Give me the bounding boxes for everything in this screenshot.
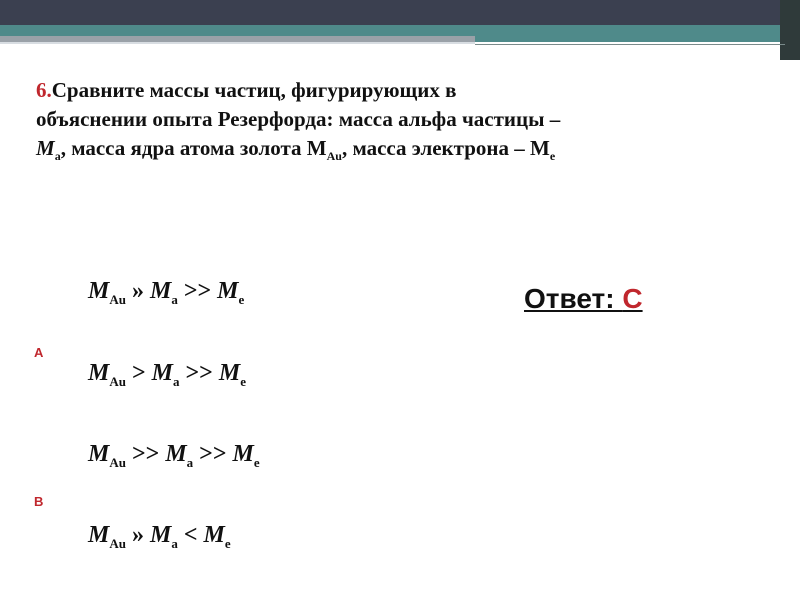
option-2: $M_{Au} > M_a >> M_e$ bbox=[88, 360, 246, 389]
option-4: $M_{Au}$ » $M_a < M_e$ bbox=[88, 522, 231, 551]
header-divider-line bbox=[475, 44, 785, 45]
header-corner-block bbox=[780, 0, 800, 60]
question-line-1: 6.Сравните массы частиц, фигурирующих в bbox=[36, 78, 457, 102]
answer-label: Ответ: bbox=[524, 283, 623, 314]
answer-value: C bbox=[622, 283, 643, 314]
header-bar bbox=[0, 0, 800, 25]
option-letter-a: A bbox=[34, 345, 44, 360]
option-letter-b: B bbox=[34, 494, 44, 509]
question-text bbox=[36, 76, 736, 171]
question-number: 6. bbox=[36, 78, 52, 102]
question-line-2: объяснении опыта Резерфорда: масса альфа частицы – bbox=[36, 107, 561, 131]
question-line-3: $M_a$, масса ядра атома золота $M_{Au}$, масса электрона – $M_e$ bbox=[36, 136, 556, 164]
option-1: $M_{Au}$ » $M_a >> M_e$ bbox=[88, 278, 245, 307]
header-light-strip bbox=[0, 42, 475, 44]
answer-text bbox=[524, 283, 643, 315]
option-3: $M_{Au} >> M_a >> M_e$ bbox=[88, 441, 260, 470]
